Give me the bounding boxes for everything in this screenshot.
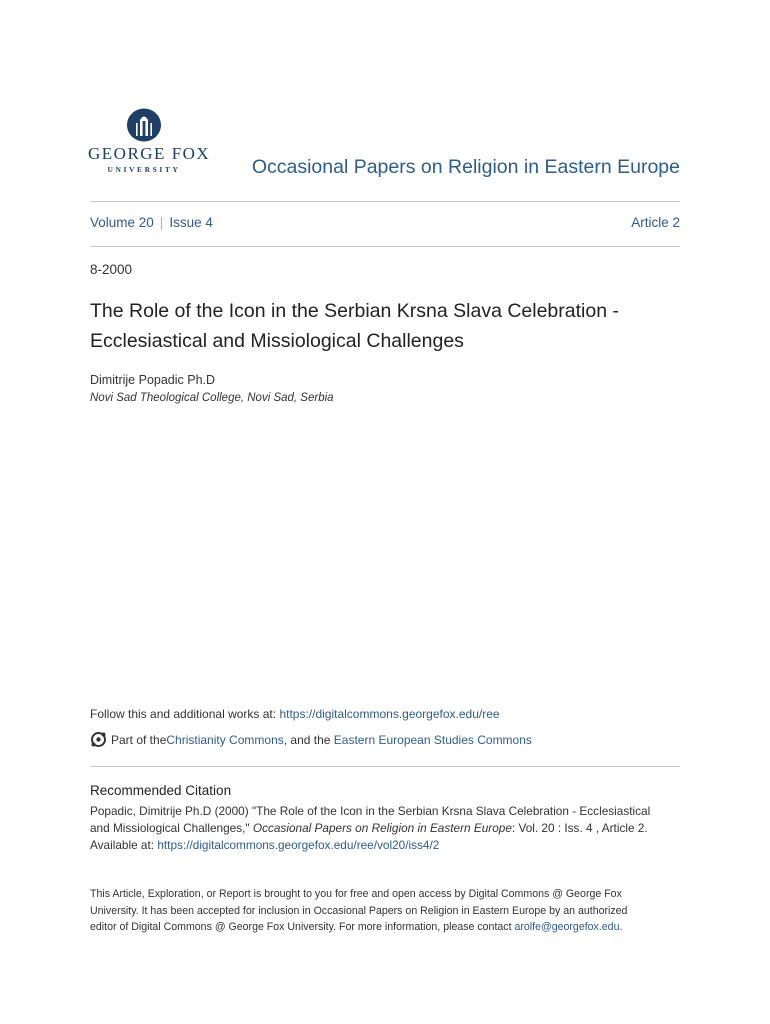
- part-of-prefix: Part of the: [111, 732, 167, 747]
- citation-body: [90, 803, 682, 854]
- journal-title-link[interactable]: Occasional Papers on Religion in Eastern Europe: [251, 156, 680, 178]
- author-affiliation: Novi Sad Theological College, Novi Sad, Serbia: [90, 392, 334, 404]
- article-number[interactable]: Article 2: [631, 215, 680, 230]
- christianity-commons-link[interactable]: Christianity Commons: [166, 732, 284, 747]
- part-of-line: [90, 731, 532, 748]
- volume-link[interactable]: Volume 20: [90, 215, 154, 230]
- citation-line-2-start: and Missiological Challenges,": [90, 821, 253, 835]
- university-logo: [88, 108, 211, 184]
- follow-line: [90, 707, 500, 721]
- logo-subtitle: UNIVERSITY: [107, 165, 181, 174]
- paper-title-line-1: The Role of the Icon in the Serbian Krsna Slava Celebration -: [90, 300, 619, 322]
- access-statement: [90, 886, 682, 936]
- footer-line-2: University. It has been accepted for inclusion in Occasional Papers on Religion in Eastern Europe by an authorized: [90, 904, 628, 917]
- citation-line-3: [90, 837, 682, 854]
- eastern-european-studies-commons-link[interactable]: Eastern European Studies Commons: [333, 732, 532, 747]
- follow-prefix: Follow this and additional works at:: [90, 707, 280, 721]
- citation-available-prefix: Available at:: [90, 838, 158, 852]
- citation-line-2: [90, 820, 682, 837]
- issue-link[interactable]: Issue 4: [169, 215, 213, 230]
- citation-url-link[interactable]: https://digitalcommons.georgefox.edu/ree/vol20/iss4/2: [157, 838, 440, 852]
- author-name: Dimitrije Popadic Ph.D: [90, 373, 216, 387]
- divider-citation: [90, 766, 680, 767]
- footer-line-3: [90, 919, 682, 936]
- citation-heading: Recommended Citation: [90, 783, 232, 798]
- separator: |: [159, 215, 164, 230]
- publication-date: 8-2000: [90, 262, 133, 277]
- follow-url-link[interactable]: https://digitalcommons.georgefox.edu/ree: [279, 707, 500, 721]
- logo-name: GEORGE FOX: [88, 144, 211, 163]
- citation-line-2-end: : Vol. 20 : Iss. 4 , Article 2.: [511, 821, 648, 835]
- network-commons-icon: [90, 731, 107, 748]
- issue-info-row: [90, 215, 680, 230]
- footer-line-1: This Article, Exploration, or Report is brought to you for free and open access by Digital Commons @ George Fox: [90, 888, 622, 900]
- footer-line-3-end: .: [619, 921, 623, 933]
- journal-title[interactable]: [240, 156, 680, 179]
- footer-line-3-text: editor of Digital Commons @ George Fox University. For more information, please contact: [90, 921, 515, 933]
- paper-title-line-2: Ecclesiastical and Missiological Challenges: [90, 330, 464, 352]
- tower-shield-icon: [124, 108, 164, 142]
- citation-line-1: Popadic, Dimitrije Ph.D (2000) "The Role of the Icon in the Serbian Krsna Slava Celebration - Ecclesiastical: [90, 804, 651, 818]
- divider-top: [90, 201, 680, 202]
- divider-bottom: [90, 246, 680, 247]
- citation-journal-italic: Occasional Papers on Religion in Eastern Europe: [252, 821, 512, 835]
- contact-email-link[interactable]: arolfe@georgefox.edu: [514, 921, 620, 933]
- paper-title: [90, 296, 680, 356]
- part-of-middle: , and the: [283, 732, 334, 747]
